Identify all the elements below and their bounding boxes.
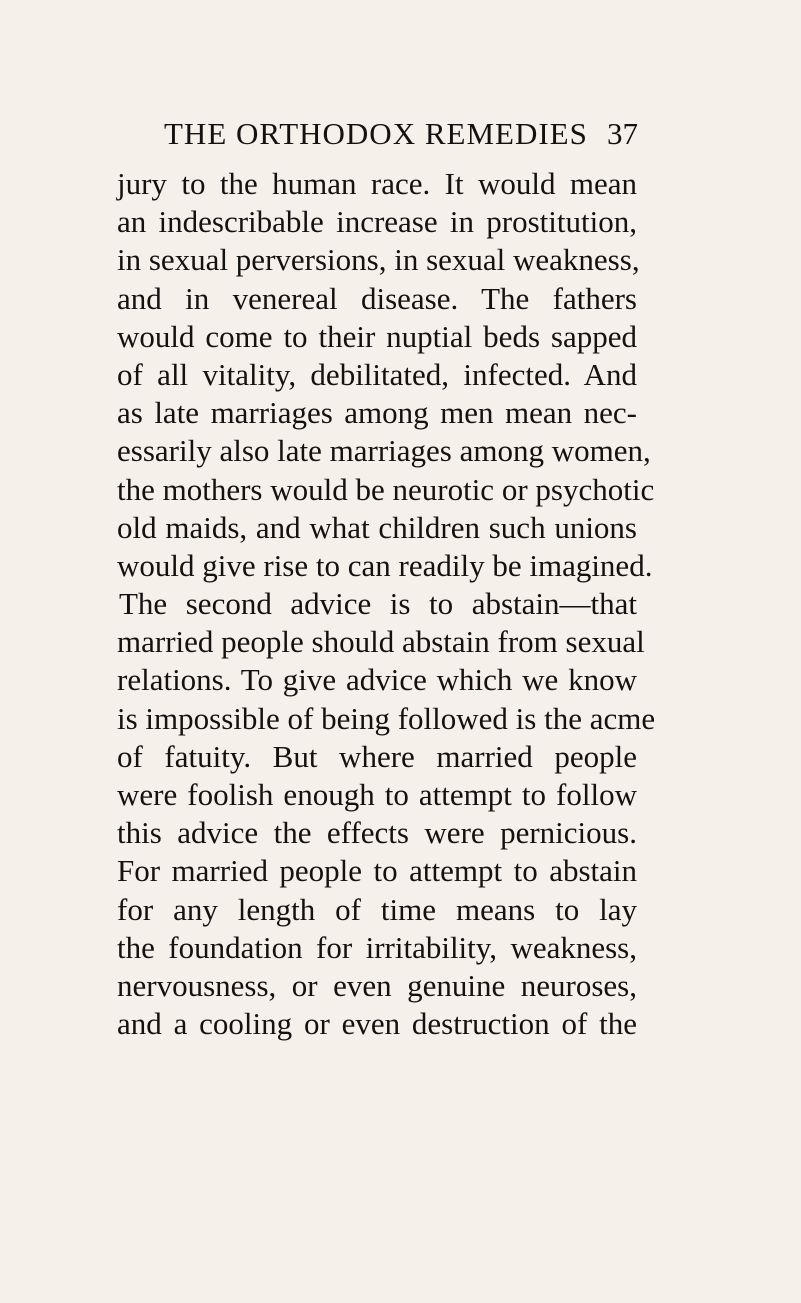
text-line: married people should abstain from sexual [117, 624, 645, 660]
paragraph-start-line: The second advice is to abstain—that [119, 586, 637, 622]
text-line: an indescribable increase in prostitution, [117, 204, 637, 240]
text-line: would come to their nuptial beds sapped [117, 318, 637, 354]
text-line: would give rise to can readily be imagined. [117, 547, 653, 583]
text-line: the mothers would be neurotic or psychotic [117, 471, 655, 507]
body-text [117, 165, 656, 1043]
text-line: and a cooling or even destruction of the [117, 1006, 637, 1042]
text-line: jury to the human race. It would mean [117, 166, 637, 201]
text-line: the foundation for irritability, weakness, [117, 929, 637, 965]
page-number: 37 [607, 116, 638, 151]
text-line: For married people to attempt to abstain [117, 853, 637, 889]
running-title: THE ORTHODOX REMEDIES [164, 116, 588, 151]
text-line: essarily also late marriages among women, [117, 433, 651, 469]
text-line: of all vitality, debilitated, infected. And [117, 356, 637, 392]
text-line: nervousness, or even genuine neuroses, [117, 967, 637, 1003]
text-line: relations. To give advice which we know [117, 662, 637, 698]
text-line: for any length of time means to lay [117, 891, 637, 927]
text-line: were foolish enough to attempt to follow [117, 777, 637, 812]
text-line: this advice the effects were pernicious. [117, 815, 637, 851]
text-line: old maids, and what children such unions [117, 509, 637, 545]
text-line: as late marriages among men mean nec- [117, 395, 637, 431]
page-header [0, 112, 801, 156]
text-line: of fatuity. But where married people [117, 738, 637, 774]
text-line: in sexual perversions, in sexual weakness, [117, 242, 640, 278]
text-line: and in venereal disease. The fathers [117, 280, 637, 316]
text-line: is impossible of being followed is the acme [117, 700, 656, 736]
